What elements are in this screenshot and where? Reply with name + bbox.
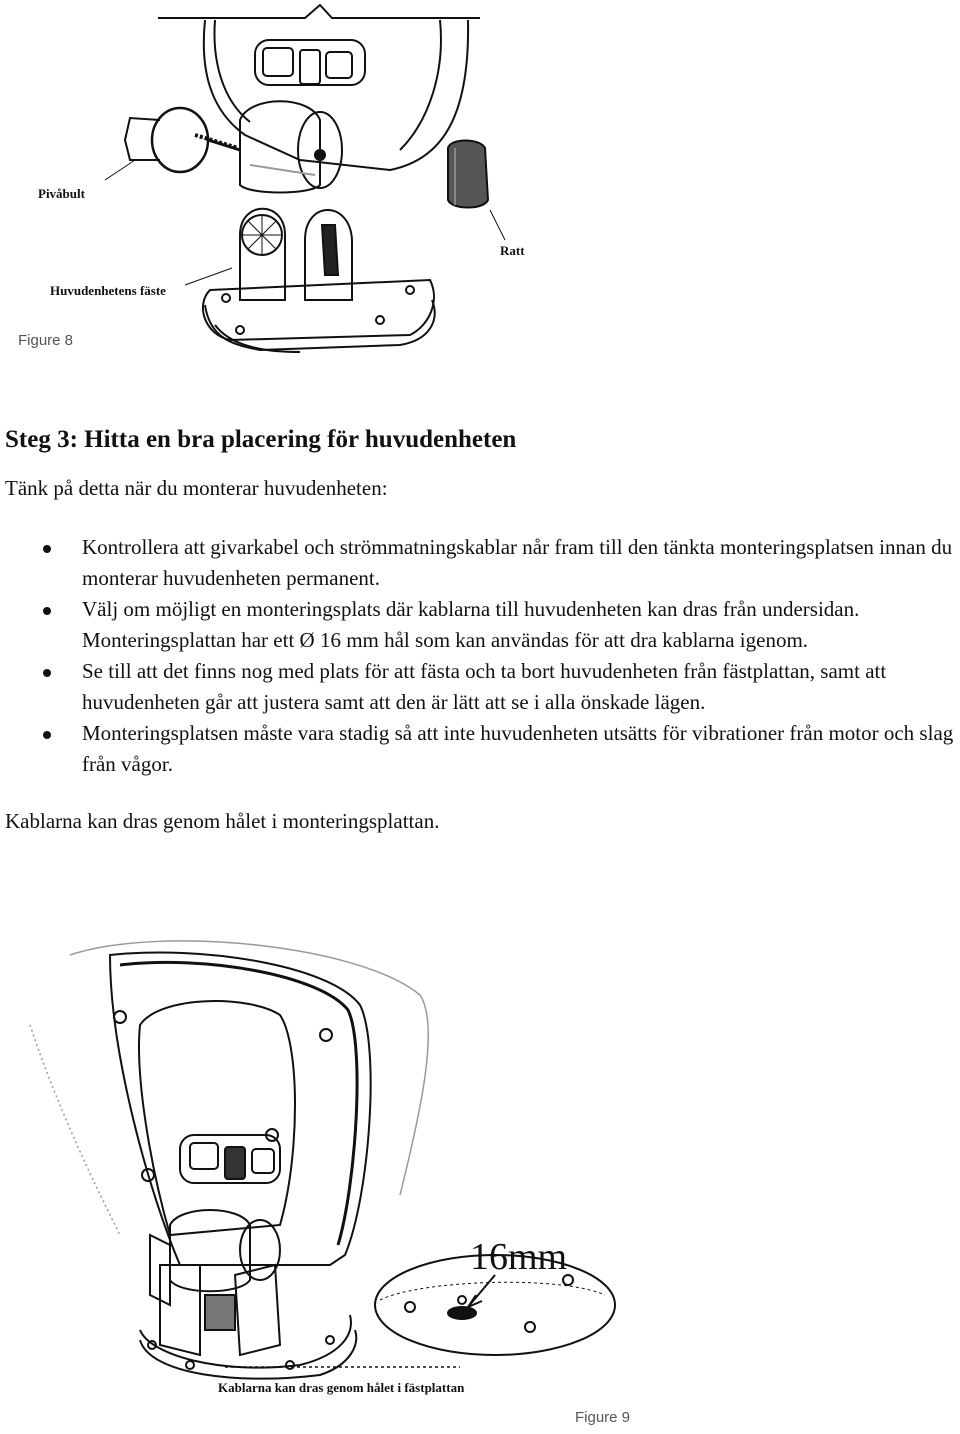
figure-9-title: Figure 9 xyxy=(575,1409,631,1426)
bullet-item xyxy=(5,532,955,594)
pivot-bolt-label: Pivåbult xyxy=(38,186,85,201)
figure-9-caption: Kablarna kan dras genom hålet i fästplattan xyxy=(218,1380,465,1395)
hole-size-label: 16mm xyxy=(470,1236,568,1278)
bullet-dot-icon xyxy=(43,669,51,677)
bullet-item xyxy=(5,594,955,656)
section-intro: Tänk på detta när du monterar huvudenheten: xyxy=(5,476,388,500)
section-content xyxy=(5,425,955,836)
bullet-text: Se till att det finns nog med plats för att fästa och ta bort huvudenheten från fästplattan, samt att huvudenheten går att justera samt att den är lätt att se i alla önskade lägen. xyxy=(82,659,887,715)
figure-8-title: Figure 8 xyxy=(18,332,74,349)
bullet-dot-icon xyxy=(43,607,51,615)
bullet-text: Kontrollera att givarkabel och strömmatningskablar når fram till den tänkta monteringsplatsen innan du monterar huvudenheten permanent. xyxy=(82,535,953,591)
bullet-text: Välj om möjligt en monteringsplats där kablarna till huvudenheten kan dras från undersidan. Monteringsplattan har ett Ø 16 mm hål som kan användas för att dra kablarna igenom. xyxy=(82,597,860,653)
mount-label: Huvudenhetens fäste xyxy=(50,283,166,298)
bullet-dot-icon xyxy=(43,545,51,553)
figure-8-illustration xyxy=(0,0,960,370)
bullet-dot-icon xyxy=(43,731,51,739)
figure-9 xyxy=(0,935,960,1434)
cable-note: Kablarna kan dras genom hålet i monteringsplattan. xyxy=(5,809,440,834)
bullet-item xyxy=(5,656,955,718)
bullet-text: Monteringsplatsen måste vara stadig så att inte huvudenheten utsätts för vibrationer från motor och slag från vågor. xyxy=(82,721,954,777)
bullet-list xyxy=(5,532,955,780)
bullet-item xyxy=(5,718,955,780)
knob-label: Ratt xyxy=(500,243,525,258)
figure-9-illustration xyxy=(0,935,960,1434)
section-heading: Steg 3: Hitta en bra placering för huvudenheten xyxy=(5,426,517,453)
figure-8 xyxy=(0,0,960,370)
